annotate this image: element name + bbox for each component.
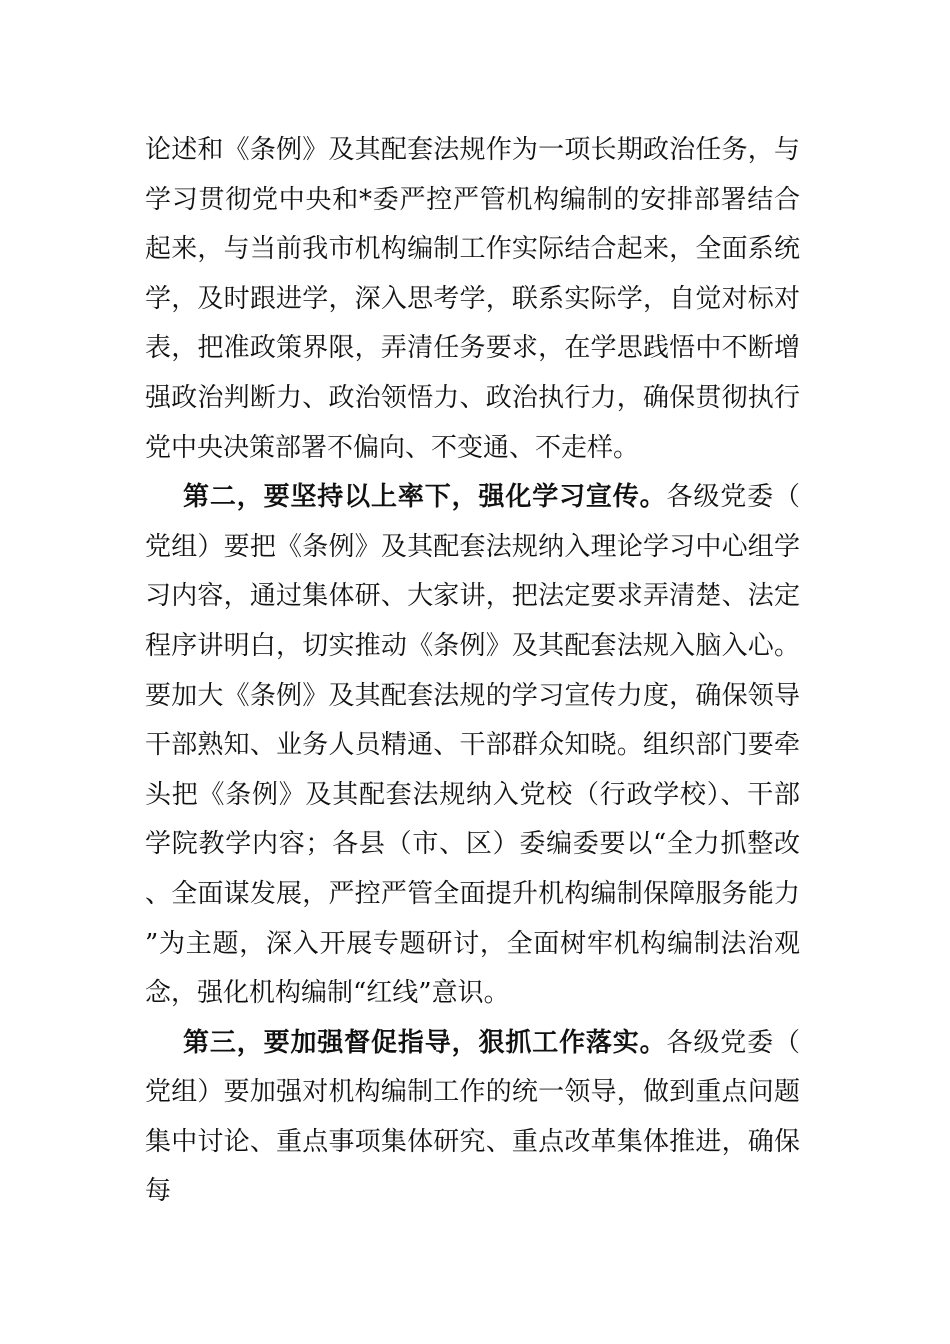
paragraph-text: 各级党委（党组）要把《条例》及其配套法规纳入理论学习中心组学习内容，通过集体研、大家讲，把法定要求弄清楚、法定程序讲明白，切实推动《条例》及其配套法规入脑入心。要加大《条例》及其配套法规的学习宣传力度，确保领导干部熟知、业务人员精通、干部群众知晓。组织部门要牵头把《条例》及其配套法规纳入党校（行政学校）、干部学院教学内容；各县（市、区）委编委要以“全力抓整改、全面谋发展，严控严管全面提升机构编制保障服务能力”为主题，深入开展专题研讨，全面树牢机构编制法治观念，强化机构编制“红线”意识。: [145, 482, 800, 1009]
paragraph-continuation: [145, 126, 800, 473]
paragraph-point-two: [145, 473, 800, 1019]
paragraph-text: 各级党委（党组）要加强对机构编制工作的统一领导，做到重点问题集中讨论、重点事项集体研究、重点改革集体推进，确保每: [145, 1027, 800, 1207]
document-page: [145, 126, 800, 1217]
paragraph-point-three: [145, 1019, 800, 1217]
paragraph-text: 论述和《条例》及其配套法规作为一项长期政治任务，与学习贯彻党中央和*委严控严管机构编制的安排部署结合起来，与当前我市机构编制工作实际结合起来，全面系统学，及时跟进学，深入思考学，联系实际学，自觉对标对表，把准政策界限，弄清任务要求，在学思践悟中不断增强政治判断力、政治领悟力、政治执行力，确保贯彻执行党中央决策部署不偏向、不变通、不走样。: [145, 135, 800, 463]
paragraph-heading: 第三，要加强督促指导，狠抓工作落实。: [183, 1027, 667, 1058]
paragraph-heading: 第二，要坚持以上率下，强化学习宣传。: [183, 482, 667, 513]
